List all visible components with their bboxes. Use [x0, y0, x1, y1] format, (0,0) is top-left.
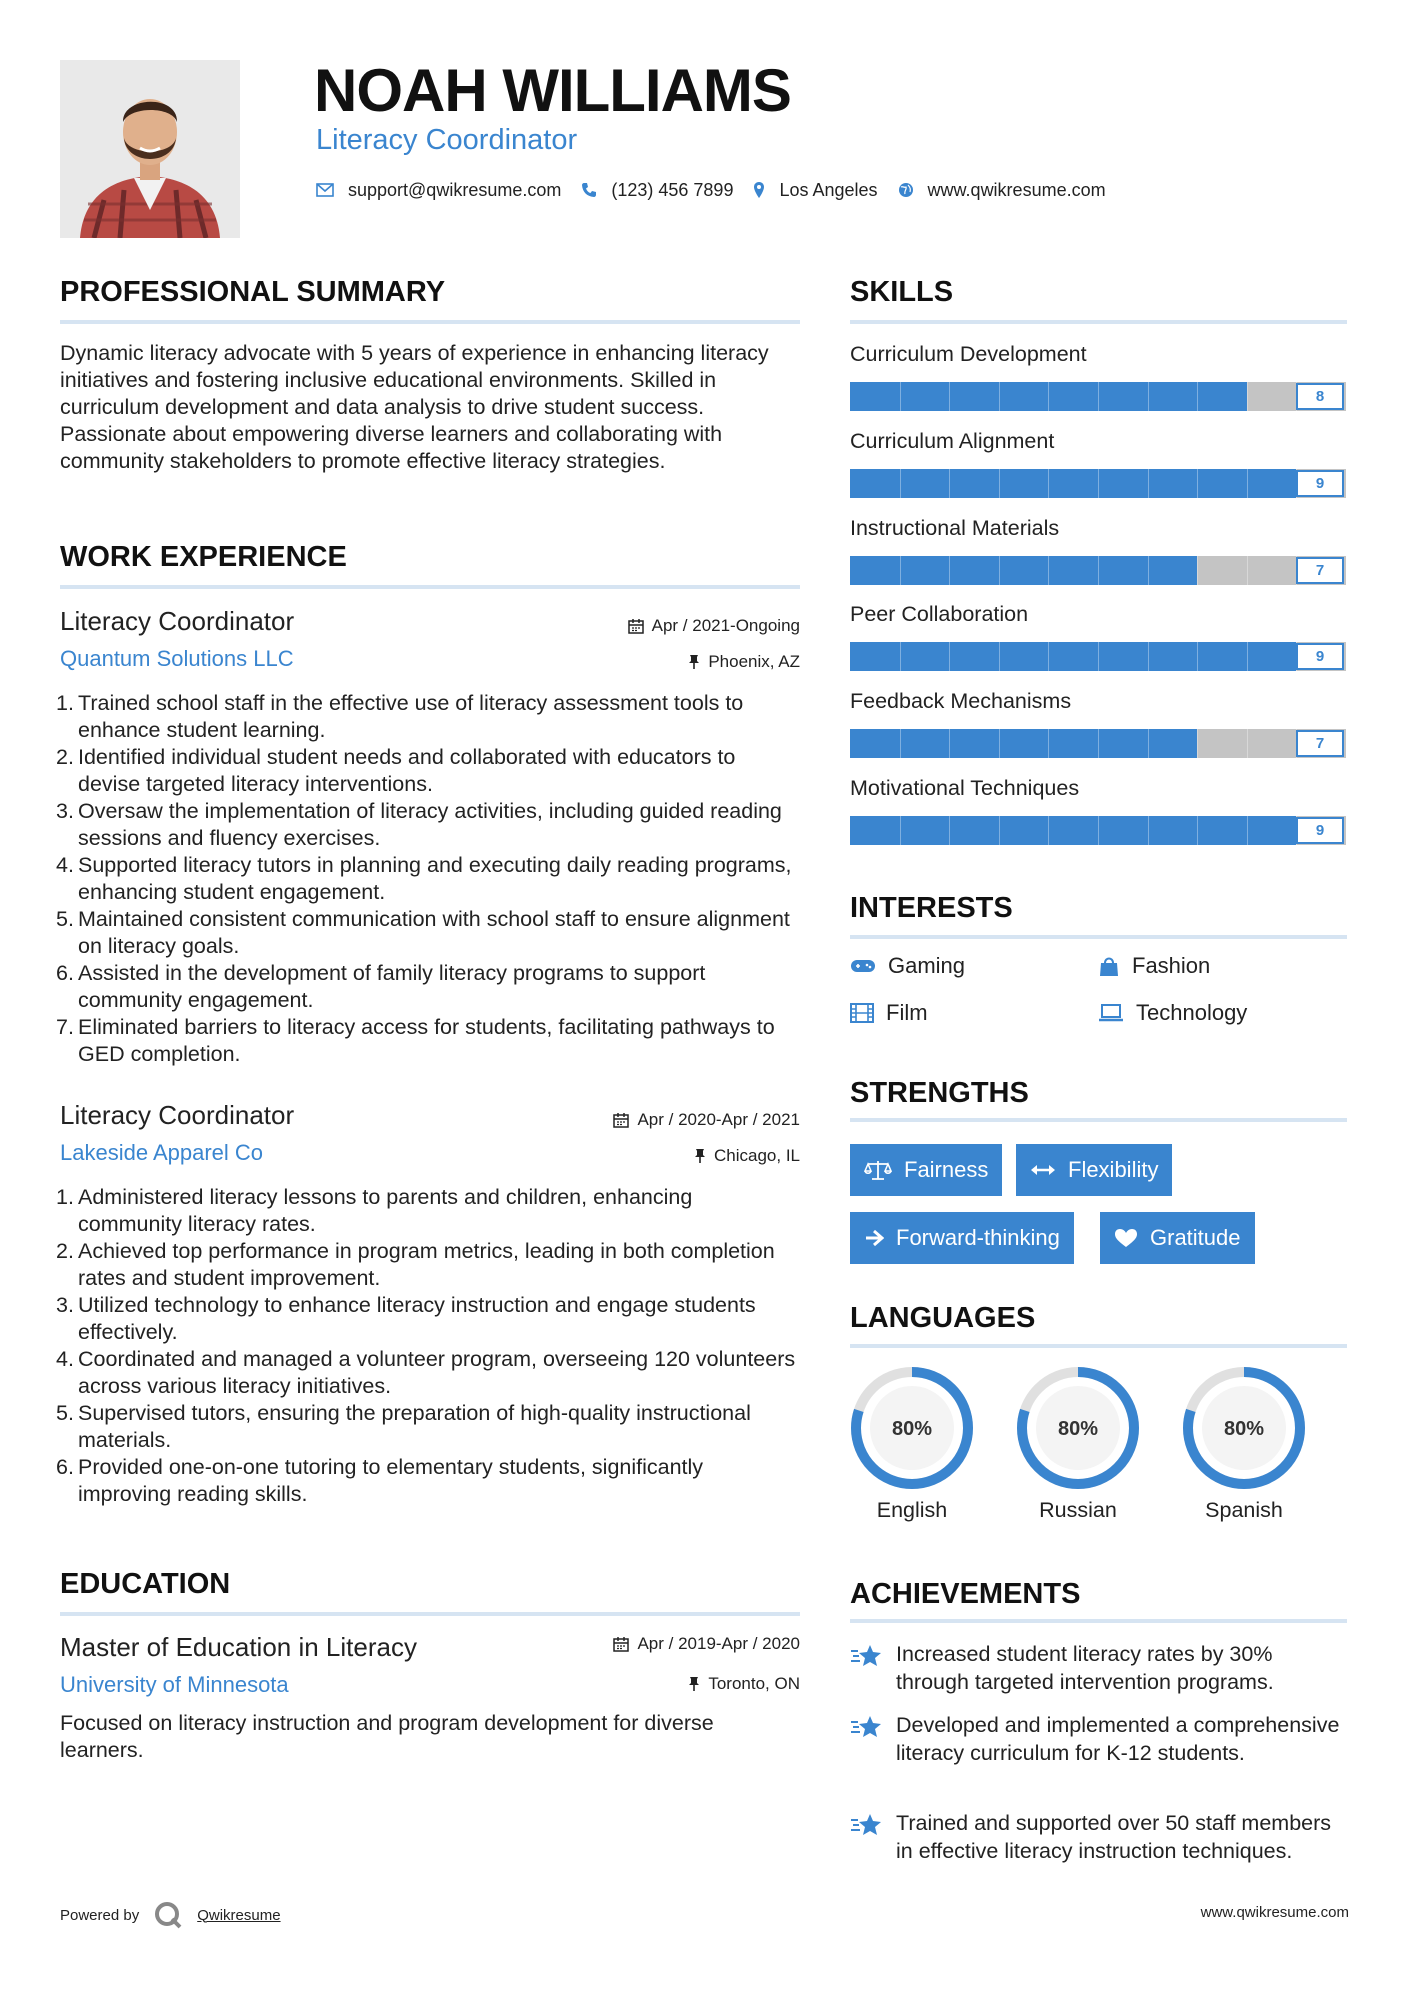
skill-bar-segment [1048, 642, 1049, 671]
pin-icon [694, 1148, 706, 1164]
balance-scale-icon [864, 1159, 892, 1181]
job-location-text: Phoenix, AZ [708, 652, 800, 671]
pin-icon [688, 654, 700, 670]
job-title: Literacy Coordinator [60, 1100, 295, 1130]
degree-title: Master of Education in Literacy [60, 1632, 417, 1662]
language-ring [1182, 1366, 1306, 1490]
job-bullets [56, 1184, 800, 1508]
interest-item [850, 1000, 928, 1026]
strengths-heading: STRENGTHS [850, 1077, 1029, 1109]
language-item [1182, 1366, 1306, 1523]
interest-label: Fashion [1132, 953, 1211, 978]
skill-bar-segment [1197, 642, 1198, 671]
education-description: Focused on literacy instruction and program development for diverse learners. [60, 1711, 714, 1762]
job-location [694, 1146, 800, 1166]
skill-bar-segment [949, 729, 950, 758]
skills-heading: SKILLS [850, 276, 954, 308]
list-item: 3. Oversaw the implementation of literacy activities, including guided reading sessions and fluency exercises. [56, 799, 782, 850]
contact-website[interactable] [898, 180, 1106, 201]
skill-bar-segment [999, 382, 1000, 411]
list-item: 5. Supervised tutors, ensuring the preparation of high-quality instructional materials. [56, 1401, 751, 1452]
footer-website[interactable]: www.qwikresume.com [1200, 1904, 1349, 1921]
skill-bar-segment [949, 816, 950, 845]
skill-bar-segment [1048, 816, 1049, 845]
list-item: 2. Achieved top performance in program metrics, leading in both completion rates and student improvement. [56, 1239, 775, 1290]
skill-bar-segment [1197, 816, 1198, 845]
skill-bar-fill [850, 556, 1197, 585]
skill-level: 7 [1296, 557, 1344, 584]
skill-level: 9 [1296, 470, 1344, 497]
language-name: Spanish [1205, 1498, 1283, 1522]
skill-bar-segment [1148, 729, 1149, 758]
skill-name: Curriculum Alignment [850, 429, 1055, 453]
skill-bar-segment [1048, 556, 1049, 585]
school-name: University of Minnesota [60, 1672, 289, 1697]
skill-bar-segment [900, 816, 901, 845]
contact-row [316, 178, 1126, 202]
contact-email-text: support@qwikresume.com [348, 179, 562, 200]
skill-name: Peer Collaboration [850, 602, 1029, 626]
education-location [688, 1674, 800, 1694]
skill-bar-segment [1098, 729, 1099, 758]
list-item: 1. Trained school staff in the effective use of literacy assessment tools to enhance student learning. [56, 691, 744, 742]
contact-location [753, 180, 877, 201]
strengths-divider [850, 1118, 1347, 1122]
skill-bar [850, 729, 1346, 758]
language-item [1016, 1366, 1140, 1523]
list-item: 4. Supported literacy tutors in planning and executing daily reading programs, enhancing student engagement. [56, 853, 792, 904]
interests-heading: INTERESTS [850, 892, 1013, 924]
interest-label: Film [886, 1000, 928, 1025]
skill-bar-segment [900, 642, 901, 671]
job-company: Quantum Solutions LLC [60, 646, 294, 671]
skill-bar-segment [1247, 556, 1248, 585]
shooting-star-icon [850, 1811, 884, 1839]
globe-icon [898, 182, 914, 198]
language-ring [1016, 1366, 1140, 1490]
skill-bar-segment [1197, 469, 1198, 498]
calendar-icon [613, 1112, 629, 1128]
language-ring [850, 1366, 974, 1490]
skill-level: 8 [1296, 383, 1344, 410]
skill-bar-segment [900, 469, 901, 498]
skill-bar-segment [949, 642, 950, 671]
skill-bar-segment [1197, 556, 1198, 585]
summary-heading: PROFESSIONAL SUMMARY [60, 276, 446, 308]
skill-bar-segment [1148, 642, 1149, 671]
job-location-text: Chicago, IL [714, 1146, 800, 1165]
candidate-name: NOAH WILLIAMS [314, 57, 791, 124]
skill-name: Motivational Techniques [850, 776, 1080, 800]
skill-bar-segment [1048, 469, 1049, 498]
skill-bar-segment [949, 382, 950, 411]
skill-bar-segment [949, 469, 950, 498]
skill-bar-segment [999, 816, 1000, 845]
experience-divider [60, 585, 800, 589]
strength-label: Flexibility [1068, 1157, 1159, 1182]
list-item: 6. Provided one-on-one tutoring to elementary students, significantly improving reading skills. [56, 1455, 704, 1506]
job-dates-text: Apr / 2020-Apr / 2021 [637, 1110, 800, 1129]
languages-heading: LANGUAGES [850, 1302, 1036, 1334]
profile-photo [60, 60, 240, 238]
achievements-divider [850, 1619, 1347, 1623]
skill-bar-segment [1148, 816, 1149, 845]
contact-phone-text: (123) 456 7899 [611, 179, 734, 200]
strength-label: Fairness [904, 1157, 989, 1182]
interest-item [1098, 1000, 1247, 1026]
skill-bar-fill [850, 469, 1296, 498]
skill-bar-segment [1048, 382, 1049, 411]
job-dates [613, 1110, 800, 1130]
language-percent: 80% [1223, 1418, 1265, 1440]
laptop-icon [1098, 1004, 1124, 1022]
skill-bar [850, 382, 1346, 411]
calendar-icon [613, 1636, 629, 1652]
skill-bar [850, 642, 1346, 671]
skill-bar-segment [900, 556, 901, 585]
skill-bar [850, 816, 1346, 845]
shopping-bag-icon [1098, 955, 1120, 977]
education-location-text: Toronto, ON [708, 1674, 800, 1693]
language-item [850, 1366, 974, 1523]
achievements-heading: ACHIEVEMENTS [850, 1578, 1081, 1610]
skill-bar-segment [1247, 729, 1248, 758]
interests-divider [850, 935, 1347, 939]
education-heading: EDUCATION [60, 1568, 231, 1600]
job-company: Lakeside Apparel Co [60, 1140, 264, 1165]
achievement-item [850, 1640, 1350, 1696]
job-title: Literacy Coordinator [60, 606, 295, 636]
achievement-item [850, 1711, 1350, 1767]
skill-bar-segment [1197, 729, 1198, 758]
language-name: Russian [1039, 1498, 1117, 1522]
strength-badge [850, 1144, 1002, 1196]
summary-divider [60, 320, 800, 324]
contact-website-text: www.qwikresume.com [927, 179, 1106, 200]
skill-bar-segment [999, 469, 1000, 498]
language-name: English [876, 1498, 948, 1522]
interest-item [850, 953, 965, 979]
skill-bar-segment [1098, 556, 1099, 585]
list-item: 3. Utilized technology to enhance literacy instruction and engage students effectively. [56, 1293, 756, 1344]
arrows-horizontal-icon [1030, 1163, 1056, 1177]
contact-location-text: Los Angeles [779, 179, 878, 200]
skill-bar-segment [999, 729, 1000, 758]
skill-bar [850, 469, 1346, 498]
skill-bar-segment [1098, 382, 1099, 411]
job-dates [628, 616, 800, 636]
skill-bar-segment [949, 556, 950, 585]
job-dates-text: Apr / 2021-Ongoing [651, 616, 800, 635]
skill-bar-fill [850, 642, 1296, 671]
gamepad-icon [850, 958, 876, 974]
education-divider [60, 1612, 800, 1616]
list-item: 2. Identified individual student needs and collaborated with educators to devise targeted literacy interventions. [56, 745, 736, 796]
list-item: 1. Administered literacy lessons to parents and children, enhancing community literacy rates. [56, 1185, 693, 1236]
interest-label: Gaming [888, 953, 966, 978]
skill-level: 7 [1296, 730, 1344, 757]
contact-phone[interactable] [581, 180, 733, 201]
skill-bar [850, 556, 1346, 585]
skill-bar-fill [850, 816, 1296, 845]
skill-bar-segment [1098, 642, 1099, 671]
list-item: 4. Coordinated and managed a volunteer program, overseeing 120 volunteers across various literacy initiatives. [56, 1347, 796, 1398]
interest-label: Technology [1136, 1000, 1248, 1025]
skills-divider [850, 320, 1347, 324]
strength-badge [850, 1212, 1074, 1264]
skill-bar-segment [1247, 382, 1248, 411]
shooting-star-icon [850, 1642, 884, 1670]
achievement-text: Trained and supported over 50 staff members in effective literacy instruction techniques. [896, 1811, 1332, 1863]
strength-label: Forward-thinking [896, 1225, 1060, 1250]
qwikresume-logo-icon [153, 1900, 183, 1930]
candidate-title: Literacy Coordinator [316, 124, 578, 156]
achievement-text: Increased student literacy rates by 30% through targeted intervention programs. [896, 1642, 1274, 1694]
language-percent: 80% [1057, 1418, 1099, 1440]
brand-link[interactable]: Qwikresume [197, 1906, 281, 1924]
experience-heading: WORK EXPERIENCE [60, 541, 347, 573]
skill-name: Curriculum Development [850, 342, 1087, 366]
achievement-item [850, 1809, 1350, 1865]
skill-bar-fill [850, 729, 1197, 758]
strength-badge [1016, 1144, 1172, 1196]
languages-divider [850, 1344, 1347, 1348]
skill-bar-segment [1247, 816, 1248, 845]
list-item: 6. Assisted in the development of family literacy programs to support community engagement. [56, 961, 706, 1012]
strength-badge [1100, 1212, 1255, 1264]
language-percent: 80% [891, 1418, 933, 1440]
contact-email[interactable] [316, 180, 561, 201]
phone-icon [581, 182, 597, 198]
skill-bar-segment [1048, 729, 1049, 758]
heart-icon [1114, 1228, 1138, 1248]
map-marker-icon [753, 181, 765, 199]
skill-bar-segment [900, 382, 901, 411]
film-icon [850, 1003, 874, 1023]
skill-level: 9 [1296, 643, 1344, 670]
skill-bar-segment [1098, 469, 1099, 498]
skill-bar-segment [999, 556, 1000, 585]
powered-by-text: Powered by [60, 1906, 140, 1924]
summary-text: Dynamic literacy advocate with 5 years of experience in enhancing literacy initiatives and fostering inclusive educational environments. Skilled in curriculum development and data analysis to drive student success. Passionate about empowering diverse learners and collaborating with community stakeholders to promote effective literacy strategies. [60, 341, 769, 473]
skill-bar-segment [1098, 816, 1099, 845]
strength-label: Gratitude [1150, 1225, 1241, 1250]
job-location [688, 652, 800, 672]
skill-bar-segment [1148, 382, 1149, 411]
interest-item [1098, 953, 1210, 979]
shooting-star-icon [850, 1713, 884, 1741]
skill-bar-segment [1197, 382, 1198, 411]
list-item: 7. Eliminated barriers to literacy access for students, facilitating pathways to GED completion. [56, 1015, 775, 1066]
arrow-right-icon [864, 1229, 884, 1247]
skill-bar-segment [1148, 556, 1149, 585]
skill-name: Feedback Mechanisms [850, 689, 1072, 713]
footer-powered-by [60, 1900, 281, 1930]
achievement-text: Developed and implemented a comprehensive literacy curriculum for K-12 students. [896, 1713, 1340, 1765]
list-item: 5. Maintained consistent communication with school staff to ensure alignment on literacy goals. [56, 907, 790, 958]
skill-level: 9 [1296, 817, 1344, 844]
skill-name: Instructional Materials [850, 516, 1060, 540]
pin-icon [688, 1676, 700, 1692]
job-bullets [56, 690, 800, 1068]
skill-bar-segment [999, 642, 1000, 671]
envelope-icon [316, 183, 334, 197]
calendar-icon [628, 618, 644, 634]
skill-bar-segment [1247, 469, 1248, 498]
skill-bar-segment [1148, 469, 1149, 498]
skill-bar-segment [1247, 642, 1248, 671]
education-dates-text: Apr / 2019-Apr / 2020 [637, 1634, 800, 1653]
education-dates [613, 1634, 800, 1654]
skill-bar-segment [900, 729, 901, 758]
